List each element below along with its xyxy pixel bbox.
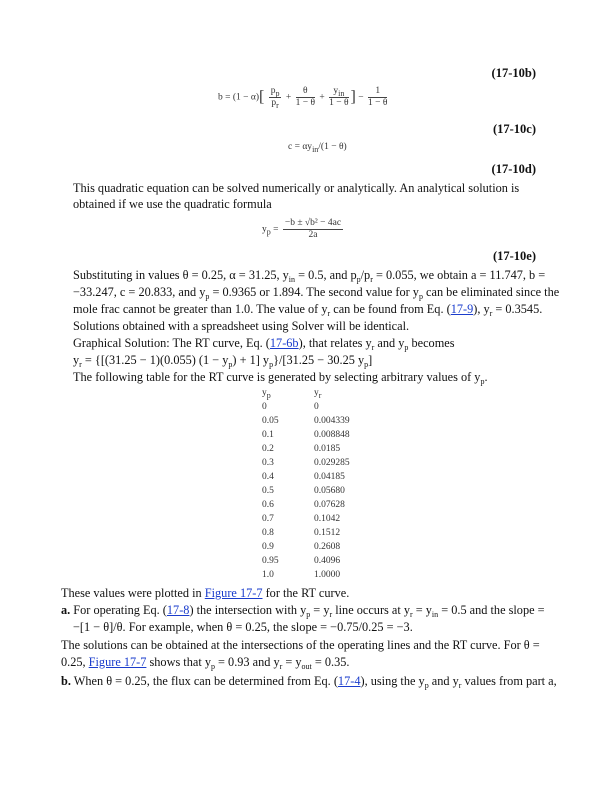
rt-curve-table: [262, 386, 350, 582]
equation-b: b = (1 − α)[ $\frac{p_p}{p_r}$ + $\frac{\theta}{1 - \theta}$ + $\frac{y_{in}}{1 - \theta}$ ] − $\frac{1}{1 - \theta}$: [218, 86, 388, 110]
yr-cell: 0.004339: [314, 416, 350, 426]
equation-label: (17-10c): [492, 122, 536, 136]
yp-cell: 0.7: [262, 514, 274, 524]
equation-label: (17-10d): [491, 162, 536, 176]
yp-cell: 0.05: [262, 416, 279, 426]
eq-link-17-9[interactable]: 17-9: [450, 302, 474, 316]
table-row: [262, 428, 350, 442]
text-line: obtained if we use the quadratic formula: [73, 197, 272, 211]
yp-cell: 0.95: [262, 556, 279, 566]
text-line: $y_r = \{[(31.25 - 1)(0.055) (1 - y_p) + 1] y_p\}/[31.25 - 30.25$ $y_p$]: [73, 353, 373, 369]
text-line: a. For operating Eq. (17-8) the intersection with $y_p = y_r$ line occurs at $y_r = y_{in} = 0.5$ and the slope =: [61, 603, 545, 619]
text-line: These values were plotted in Figure 17-7 for the RT curve.: [61, 586, 350, 600]
table-row: [262, 442, 350, 456]
text-line: b. When θ = 0.25, the flux can be determined from Eq. (17-4), using the $y_p$ and $y_r$ values from part a,: [61, 674, 557, 690]
table-row: [262, 456, 350, 470]
table-row: [262, 484, 350, 498]
yp-cell: 0.9: [262, 542, 274, 552]
yr-cell: 0.05680: [314, 486, 345, 496]
yp-cell: 0.6: [262, 500, 274, 510]
yr-cell: 0.029285: [314, 458, 350, 468]
yp-cell: 0: [262, 402, 267, 412]
yr-cell: 0: [314, 402, 319, 412]
table-row: [262, 400, 350, 414]
yp-cell: 1.0: [262, 570, 274, 580]
yr-cell: 0.04185: [314, 472, 345, 482]
table-row: [262, 414, 350, 428]
yr-cell: 0.07628: [314, 500, 345, 510]
table-row: [262, 526, 350, 540]
text-line: mole frac cannot be greater than 1.0. The value of $y_r$ can be found from Eq. (17-9), $y_r = 0.3545$.: [73, 302, 543, 318]
yr-cell: 0.2608: [314, 542, 341, 552]
yr-cell: 0.1042: [314, 514, 341, 524]
equation-yp: $y_p$ = $\frac{\text{−b ± √b² − 4ac}}{2a}$: [262, 218, 342, 240]
table-row: [262, 512, 350, 526]
yp-cell: 0.5: [262, 486, 274, 496]
table-header: $y_p$ $y_r$: [262, 388, 322, 400]
text-line: The following table for the RT curve is generated by selecting arbitrary values of $y_p$.: [73, 370, 488, 386]
text-line: −[1 − θ]/θ. For example, when θ = 0.25, the slope = −0.75/0.25 = −3.: [73, 620, 413, 634]
figure-link-17-7[interactable]: Figure 17-7: [88, 655, 147, 669]
equation-label: (17-10e): [492, 249, 536, 263]
text-line: The solutions can be obtained at the intersections of the operating lines and the RT curve. For θ =: [61, 638, 540, 652]
equation-label: (17-10b): [491, 66, 536, 80]
equation-c: $c = \alpha y_{in}/(1 - \theta)$: [288, 142, 347, 154]
yr-cell: 0.0185: [314, 444, 341, 454]
text-line: This quadratic equation can be solved numerically or analytically. An analytical solution is: [73, 181, 520, 195]
figure-link-17-7[interactable]: Figure 17-7: [204, 586, 263, 600]
yr-cell: 0.008848: [314, 430, 350, 440]
yr-cell: 0.4096: [314, 556, 341, 566]
eq-link-17-8[interactable]: 17-8: [166, 603, 190, 617]
text-line: Substituting in values θ = 0.25, α = 31.25, $y_{in} = 0.5$, and $p_p/p_r = 0.055$, we obtain a = 11.747, b =: [73, 268, 546, 284]
table-row: [262, 498, 350, 512]
text-line: 0.25, Figure 17-7 shows that $y_p = 0.93$ and $y_r = y_{out} = 0.35$.: [61, 655, 350, 671]
yr-cell: 1.0000: [314, 570, 341, 580]
yp-cell: 0.4: [262, 472, 274, 482]
yp-cell: 0.8: [262, 528, 274, 538]
yr-cell: 0.1512: [314, 528, 341, 538]
yp-cell: 0.1: [262, 430, 274, 440]
eq-link-17-6b[interactable]: 17-6b: [269, 336, 299, 350]
table-row: [262, 554, 350, 568]
eq-link-17-4[interactable]: 17-4: [337, 674, 361, 688]
yp-cell: 0.2: [262, 444, 274, 454]
text-line: Solutions obtained with a spreadsheet using Solver will be identical.: [73, 319, 410, 333]
table-row: [262, 540, 350, 554]
yp-cell: 0.3: [262, 458, 274, 468]
text-line: −33.247, c = 20.833, and $y_p = 0.9365$ or 1.894. The second value for $y_p$ can be eliminated since the: [73, 285, 560, 301]
table-row: [262, 568, 350, 582]
text-line: Graphical Solution: The RT curve, Eq. (17-6b), that relates $y_r$ and $y_p$ becomes: [73, 336, 455, 352]
table-row: [262, 470, 350, 484]
